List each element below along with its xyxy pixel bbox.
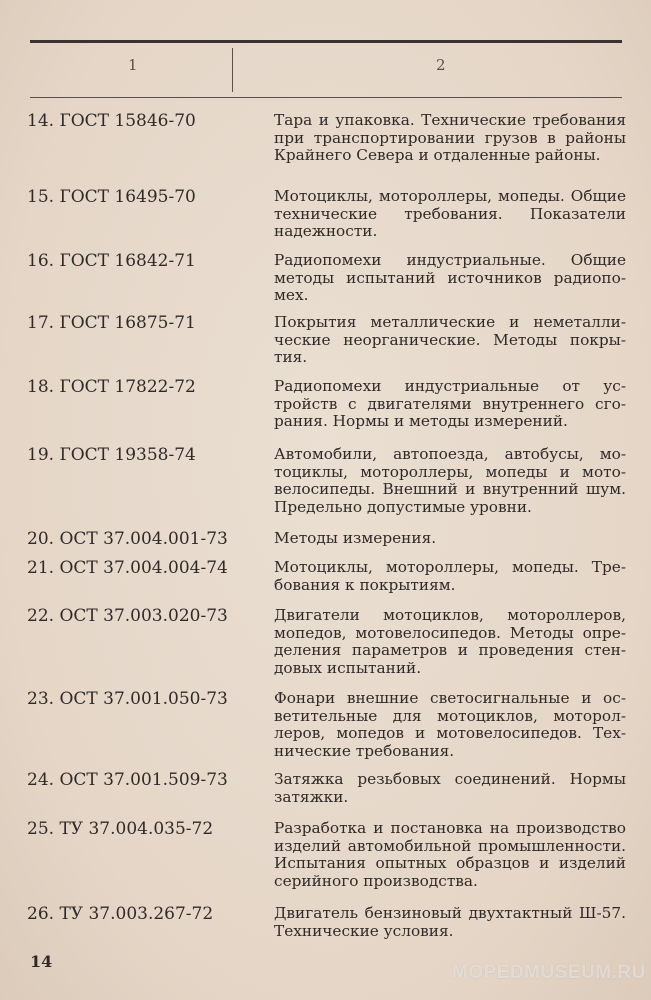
standard-title: Покрытия металлические и неметаллические неорганические. Методы покрытия. — [274, 313, 626, 367]
standard-title: Двигатель бензиновый двухтактный Ш-57. Технические условия. — [274, 904, 626, 940]
standard-title: Радиопомехи индустриальные. Общие методы испытаний источников радиопомех. — [274, 251, 626, 305]
standard-title: Методы измерения. — [274, 529, 437, 547]
standard-title: Тара и упаковка. Технические требования при транспортировании грузов в районы Крайнего Севера и отдаленные районы. — [274, 111, 626, 165]
standard-number: 17. ГОСТ 16875-71 — [27, 313, 196, 333]
standard-number: 24. ОСТ 37.001.509-73 — [27, 770, 228, 790]
standard-number: 22. ОСТ 37.003.020-73 — [27, 606, 228, 626]
standard-title: Мотоциклы, мотороллеры, мопеды. Требования к покрытиям. — [274, 558, 626, 594]
top-rule — [30, 40, 622, 43]
standard-number: 16. ГОСТ 16842-71 — [27, 251, 196, 271]
standard-number: 26. ТУ 37.003.267-72 — [27, 904, 214, 924]
header-rule — [30, 97, 622, 98]
page-number: 14 — [30, 952, 53, 971]
column-2-header: 2 — [436, 56, 446, 74]
watermark: MOPEDMUSEUM.RU — [452, 962, 646, 983]
standard-number: 18. ГОСТ 17822-72 — [27, 377, 196, 397]
standard-number: 15. ГОСТ 16495-70 — [27, 187, 196, 207]
standard-number: 14. ГОСТ 15846-70 — [27, 111, 196, 131]
standard-number: 20. ОСТ 37.004.001-73 — [27, 529, 228, 549]
standard-title: Радиопомехи индустриальные от устройств с двигателями внутреннего сгорания. Нормы и методы измерений. — [274, 377, 626, 431]
standard-title: Разработка и постановка на производство изделий автомобильной промышленности. Испытания опытных образцов и изделий серийного производства. — [274, 819, 626, 890]
column-1-header: 1 — [128, 56, 138, 74]
standard-number: 21. ОСТ 37.004.004-74 — [27, 558, 228, 578]
standard-number: 23. ОСТ 37.001.050-73 — [27, 689, 228, 709]
standard-title: Мотоциклы, мотороллеры, мопеды. Общие технические требования. Показатели надежности. — [274, 187, 626, 241]
standard-title: Двигатели мотоциклов, мотороллеров, мопедов, мотовелосипедов. Методы определения параметров и проведения стендовых испытаний. — [274, 606, 626, 677]
standard-number: 25. ТУ 37.004.035-72 — [27, 819, 214, 839]
standard-title: Автомобили, автопоезда, автобусы, мотоциклы, мотороллеры, мопеды и мотовелосипеды. Внешний и внутренний шум. Предельно допустимые уровни. — [274, 445, 626, 516]
standard-number: 19. ГОСТ 19358-74 — [27, 445, 196, 465]
standard-title: Фонари внешние светосигнальные и осветительные для мотоциклов, мотороллеров, мопедов и мотовелосипедов. Технические требования. — [274, 689, 626, 760]
column-divider — [232, 48, 233, 92]
standard-title: Затяжка резьбовых соединений. Нормы затяжки. — [274, 770, 626, 806]
